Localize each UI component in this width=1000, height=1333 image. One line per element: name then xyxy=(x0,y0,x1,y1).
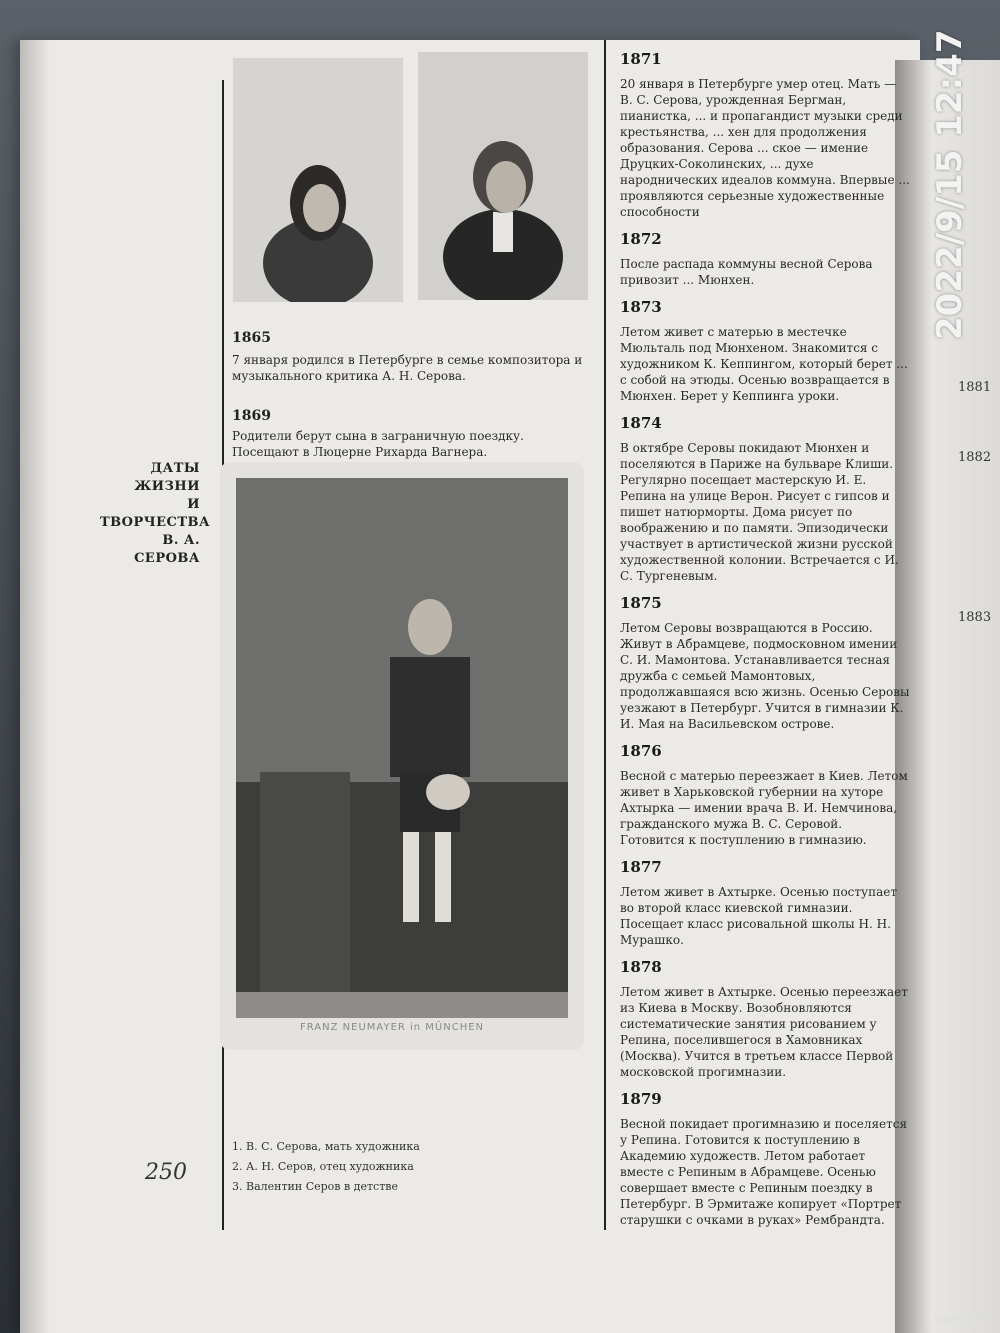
entry-year: 1877 xyxy=(620,858,662,876)
entry-year: 1876 xyxy=(620,742,662,760)
photo-caption: 2. А. Н. Серов, отец художника xyxy=(232,1160,414,1173)
entry-year: 1871 xyxy=(620,50,662,68)
entry-text: 7 января родился в Петербурге в семье композитора и музыкального критика А. Н. Серова. xyxy=(232,353,583,383)
entry-text: 20 января в Петербурге умер отец. Мать — В. С. Серова, урожденная Бергман, пианистка, ... и пропагандист музыки среди крестьянства, ... хен для продолжения образования. Серова ... ское — имение Друцких-Соколинских, ... духе народнических идеалов коммуна. Впервые ... проявляются серьезные художественные способности xyxy=(620,77,910,219)
entry-text: После распада коммуны весной Серова привозит ... Мюнхен. xyxy=(620,257,873,287)
entry-year: 1875 xyxy=(620,594,662,612)
entry-year: 1879 xyxy=(620,1090,662,1108)
site-watermark: www.ay.by xyxy=(933,1312,992,1325)
mother-portrait-photo xyxy=(233,58,403,302)
date-timestamp: 2022/9/15 12:47 xyxy=(930,29,970,340)
section-title-line: ДАТЫ ЖИЗНИ xyxy=(134,461,200,494)
right-page-year: 1883 xyxy=(958,610,992,625)
entry-year: 1874 xyxy=(620,414,662,432)
page-number: 250 xyxy=(145,1160,187,1185)
photo-imprint: FRANZ NEUMAYER in MÜNCHEN xyxy=(300,1022,485,1033)
page-edge-shadow xyxy=(20,40,50,1333)
entry-year: 1873 xyxy=(620,298,662,316)
entry-year: 1872 xyxy=(620,230,662,248)
photo-caption: 1. В. С. Серова, мать художника xyxy=(232,1140,420,1153)
entry-text: В октябре Серовы покидают Мюнхен и поселяются в Париже на бульваре Клиши. Регулярно посещает мастерскую И. Е. Репина на улице Верон. Рисует с гипсов и пишет натюрморты. Дома рисует по воображению и по памяти. Эпизодически участвует в артистической жизни русской художественной колонии. Встречается с И. С. Тургеневым. xyxy=(620,441,899,583)
entry-text: Весной с матерью переезжает в Киев. Летом живет в Харьковской губернии на хуторе Ахтырка — имении врача В. И. Немчинова, гражданского мужа В. С. Серовой. Готовится к поступлению в гимназию. xyxy=(620,769,908,847)
section-title-line: В. А. СЕРОВА xyxy=(134,533,200,566)
entry-text: Родители берут сына в заграничную поездку. Посещают в Люцерне Рихарда Вагнера. xyxy=(232,429,524,459)
column-rule xyxy=(604,40,606,1230)
entry-year: 1865 xyxy=(232,330,271,346)
entry-text: Летом живет с матерью в местечке Мюльталь под Мюнхеном. Знакомится с художником К. Кеппингом, который берет ... с собой на этюды. Осенью возвращается в Мюнхен. Берет у Кеппинга уроки. xyxy=(620,325,908,403)
section-title xyxy=(100,460,211,568)
entry-text: Летом живет в Ахтырке. Осенью поступает во второй класс киевской гимназии. Посещает класс рисовальной школы Н. Н. Мурашко. xyxy=(620,885,897,947)
father-portrait-photo xyxy=(418,52,588,300)
chronology-column xyxy=(620,40,910,1228)
entry-year: 1869 xyxy=(232,408,271,424)
entry-text: Весной покидает прогимназию и поселяется у Репина. Готовится к поступлению в Академию художеств. Летом работает вместе с Репиным в Абрамцеве. Осенью совершает вместе с Репиным поездку в Петербург. В Эрмитаже копирует «Портрет старушки с очками в руках» Рембрандта. xyxy=(620,1117,908,1227)
photo-caption: 3. Валентин Серов в детстве xyxy=(232,1180,398,1193)
entry-text: Летом живет в Ахтырке. Осенью переезжает из Киева в Москву. Возобновляются систематические занятия рисованием у Репина, поселившегося в Хамовниках (Москва). Учится в третьем классе Первой московской прогимназии. xyxy=(620,985,908,1079)
right-page-year: 1881 xyxy=(958,380,992,395)
entry-year: 1878 xyxy=(620,958,662,976)
childhood-photo xyxy=(220,462,584,1050)
section-title-line: И ТВОРЧЕСТВА xyxy=(100,497,211,530)
right-page-year: 1882 xyxy=(958,450,992,465)
entry-text: Летом Серовы возвращаются в Россию. Живут в Абрамцеве, подмосковном имении С. И. Мамонтова. Устанавливается тесная дружба с семьей Мамонтовых, продолжавшаяся всю жизнь. Осенью Серовы уезжают в Петербург. Учится в гимназии К. И. Мая на Васильевском острове. xyxy=(620,621,910,731)
